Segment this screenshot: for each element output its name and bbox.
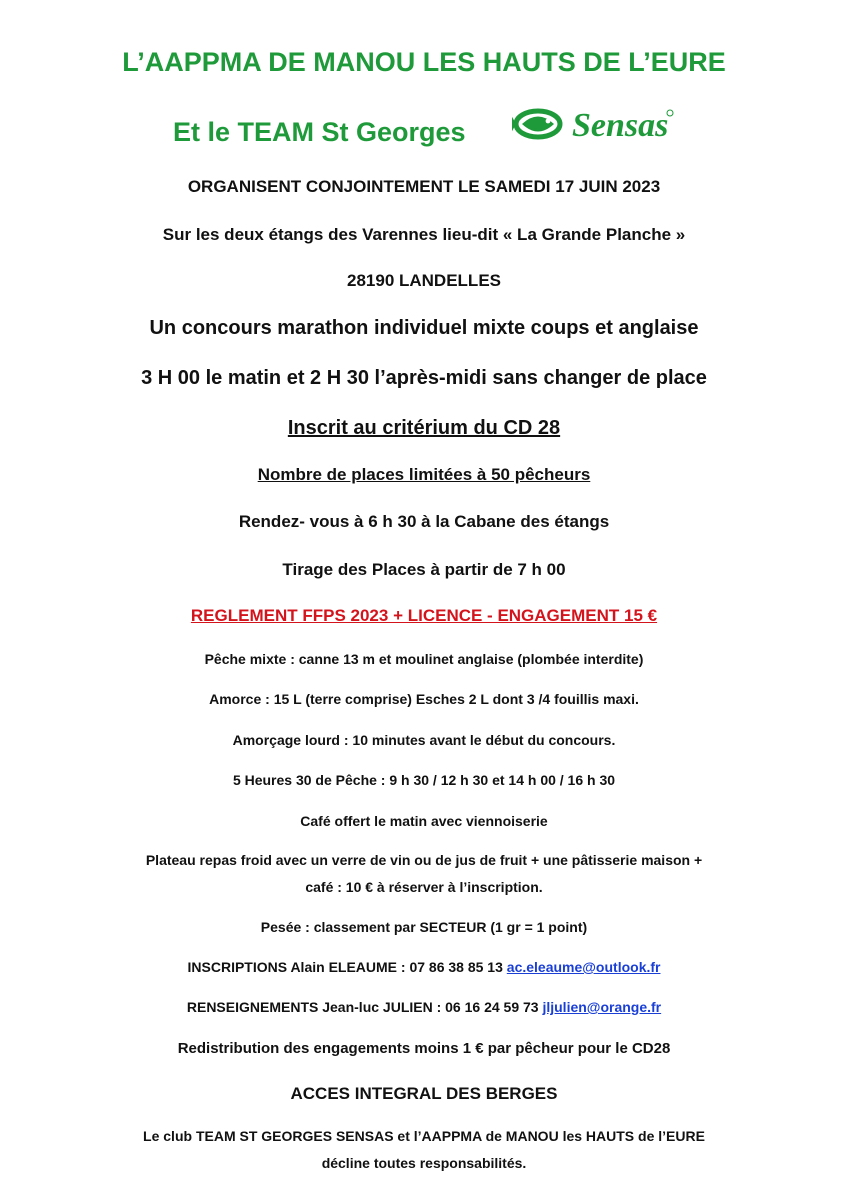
ville-line: 28190 LANDELLES (347, 271, 501, 290)
amorce-line: Amorce : 15 L (terre comprise) Esches 2 L dont 3 /4 fouillis maxi. (209, 691, 639, 707)
club-line-1: Le club TEAM ST GEORGES SENSAS et l’AAPPMA de MANOU les HAUTS de l’EURE (143, 1128, 705, 1144)
inscriptions-line (0, 959, 848, 975)
plateau-line-1: Plateau repas froid avec un verre de vin ou de jus de fruit + une pâtisserie maison + (145, 852, 703, 868)
amorcage-line: Amorçage lourd : 10 minutes avant le début du concours. (232, 732, 616, 748)
club-line-2: décline toutes responsabilités. (321, 1155, 527, 1171)
inscriptions-email-link[interactable]: ac.eleaume@outlook.fr (506, 959, 661, 975)
renseignements-text: RENSEIGNEMENTS Jean-luc JULIEN : 06 16 24 59 73 (186, 999, 543, 1015)
team-title: Et le TEAM St Georges (173, 117, 466, 147)
flyer-title: L’AAPPMA DE MANOU LES HAUTS DE L’EURE (122, 47, 726, 77)
team-row (0, 103, 848, 153)
sensas-logo-icon (512, 103, 677, 145)
tirage-line: Tirage des Places à partir de 7 h 00 (282, 560, 566, 579)
criterium-line: Inscrit au critérium du CD 28 (287, 417, 561, 439)
plateau-line-2: café : 10 € à réserver à l’inscription. (305, 879, 543, 895)
renseignements-line (0, 999, 848, 1015)
redistribution-line: Redistribution des engagements moins 1 € par pêcheur pour le CD28 (177, 1040, 671, 1057)
concours-line: Un concours marathon individuel mixte coups et anglaise (149, 317, 699, 339)
reglement-line: REGLEMENT FFPS 2023 + LICENCE - ENGAGEMENT 15 € (190, 606, 658, 625)
acces-line: ACCES INTEGRAL DES BERGES (290, 1084, 558, 1103)
heures-line: 5 Heures 30 de Pêche : 9 h 30 / 12 h 30 et 14 h 00 / 16 h 30 (232, 772, 616, 788)
organise-line: ORGANISENT CONJOINTEMENT LE SAMEDI 17 JUIN 2023 (187, 177, 661, 196)
pesee-line: Pesée : classement par SECTEUR (1 gr = 1 point) (260, 919, 588, 935)
peche-line: Pêche mixte : canne 13 m et moulinet anglaise (plombée interdite) (204, 651, 644, 667)
logo-text: Sensas (572, 107, 669, 144)
places-line: Nombre de places limitées à 50 pêcheurs (257, 465, 591, 484)
cafe-line: Café offert le matin avec viennoiserie (300, 813, 548, 829)
rdv-line: Rendez- vous à 6 h 30 à la Cabane des étangs (238, 512, 610, 531)
horaires-line: 3 H 00 le matin et 2 H 30 l’après-midi sans changer de place (141, 367, 707, 389)
lieu-line: Sur les deux étangs des Varennes lieu-dit « La Grande Planche » (162, 225, 686, 244)
renseignements-email-link[interactable]: jljulien@orange.fr (542, 999, 662, 1015)
inscriptions-text: INSCRIPTIONS Alain ELEAUME : 07 86 38 85 13 (187, 959, 507, 975)
